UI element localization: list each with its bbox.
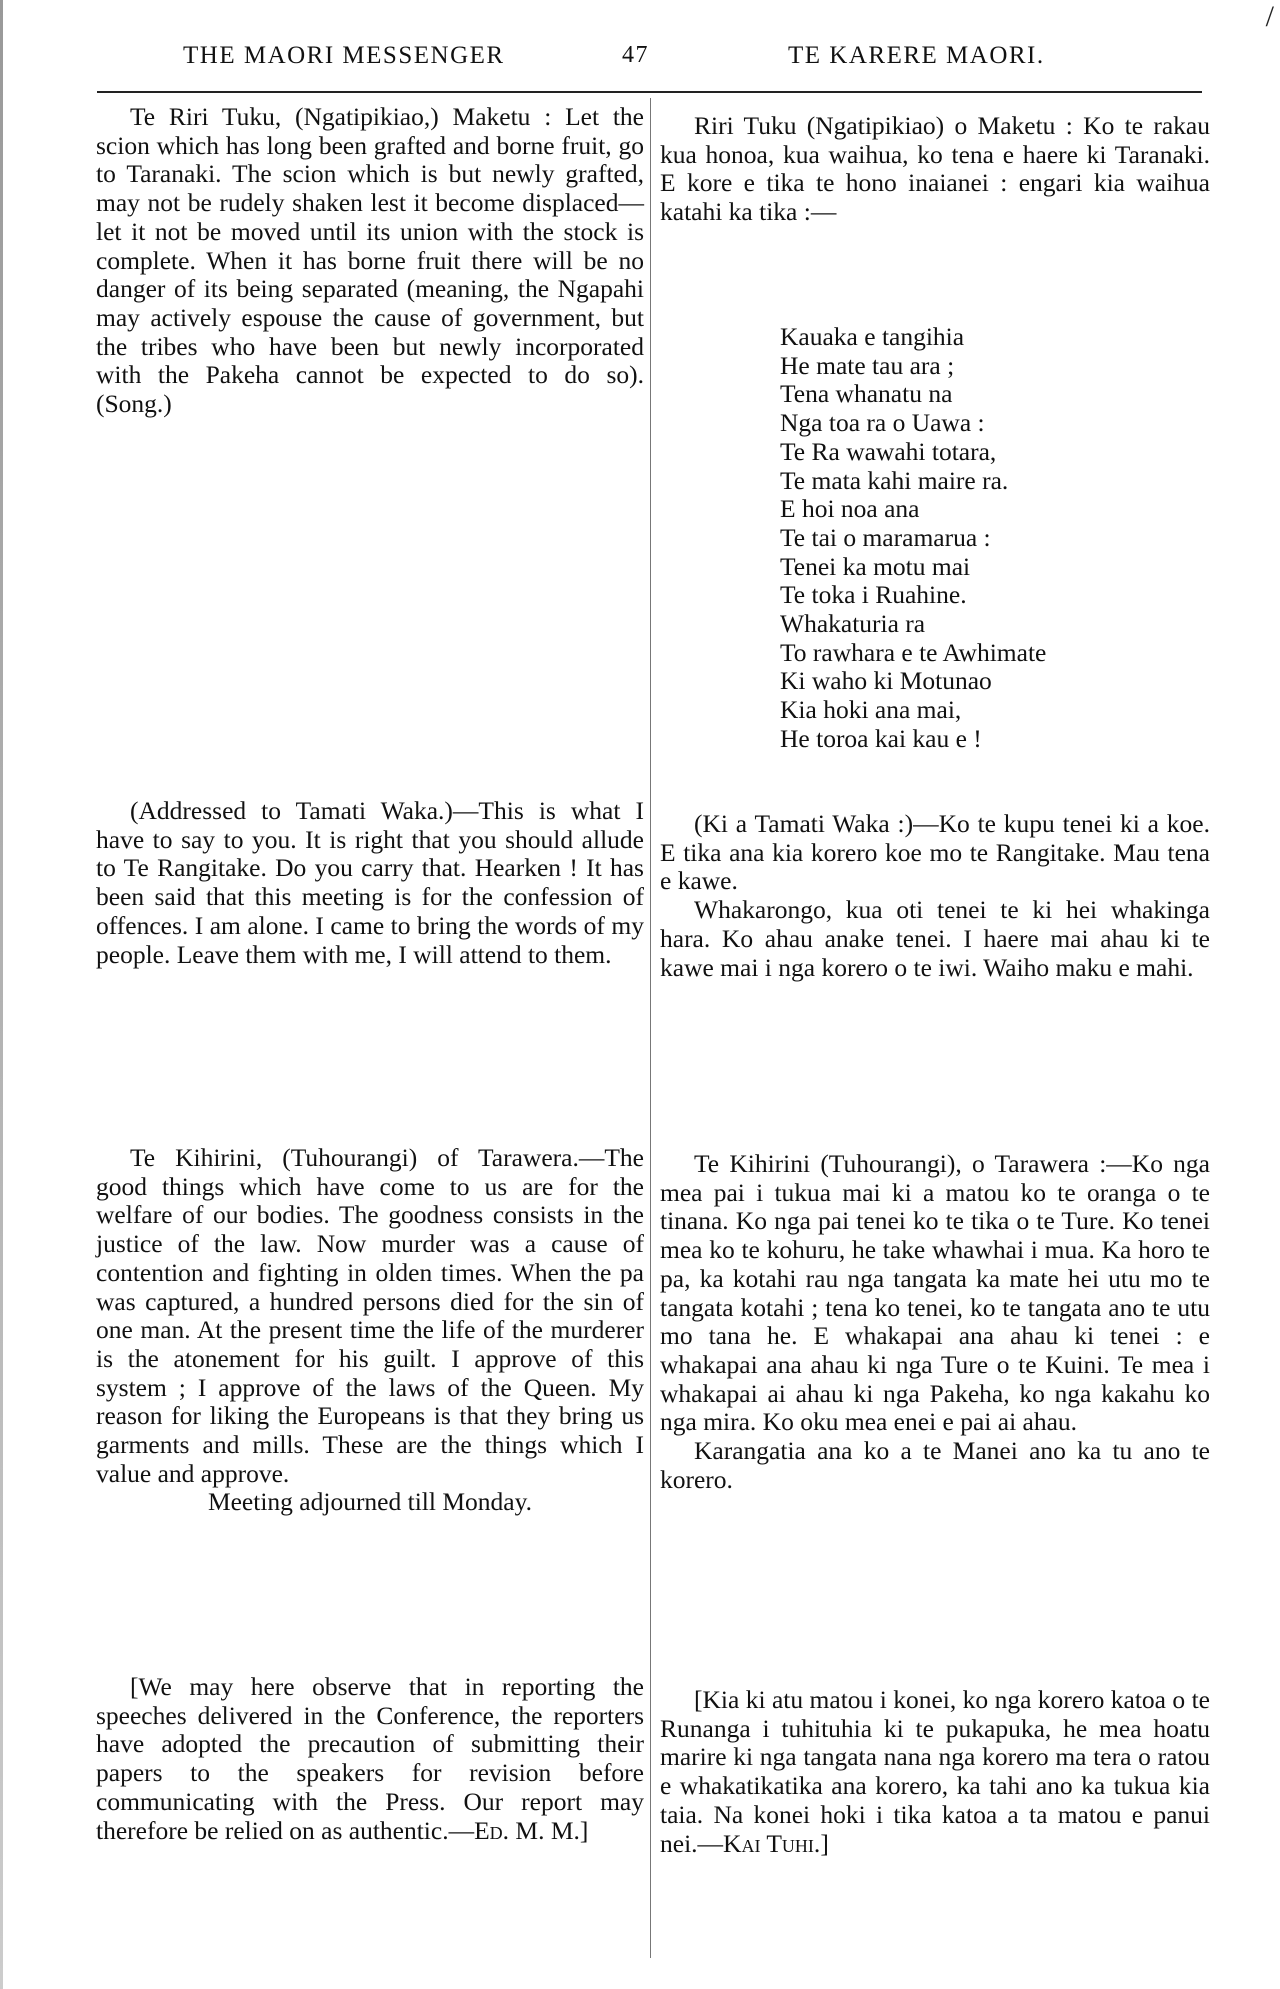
page-header xyxy=(0,42,1280,82)
paragraph: Karangatia ana ko a te Manei ano ka tu ano te korero. xyxy=(660,1436,1210,1494)
paragraph: Te Kihirini, (Tuhourangi) of Tarawera.—The good things which have come to us are for the welfare of our bodies. The goodness consists in the justice of the law. Now murder was a cause of contention and fighting in olden times. When the pa was captured, a hundred persons died for the sin of one man. At the present time the life of the murderer is the atonement for his guilt. I approve of this system ; I approve of the laws of the Queen. My reason for liking the Europeans is that they bring us garments and mills. These are the things which I value and approve. xyxy=(96,1143,644,1488)
paragraph: Riri Tuku (Ngatipikiao) o Maketu : Ko te rakau kua honoa, kua waihua, ko tena e haere ki Taranaki. E kore e tika te hono inaianei : engari kia waihua katahi ka tika :— xyxy=(660,111,1210,227)
english-address-to-tamati-waka xyxy=(96,797,644,969)
song-line: Tena whanatu na xyxy=(780,379,953,409)
song-lyrics xyxy=(780,323,1046,754)
paragraph: Te Riri Tuku, (Ngatipikiao,) Maketu : Let the scion which has long been grafted and borne fruit, go to Taranaki. The scion which is but newly grafted, may not be rudely shaken lest it become displaced—let it not be moved until its union with the stock is complete. When it has borne fruit there will be no danger of its being separated (meaning, the Ngapahi may actively espouse the cause of government, but the tribes who have been but newly incorporated with the Pakeha cannot be expected to do so). (Song.) xyxy=(96,102,644,419)
song-line: Te toka i Ruahine. xyxy=(780,580,967,610)
english-editor-note xyxy=(96,1673,644,1845)
song-line: Te tai o maramarua : xyxy=(780,522,991,552)
song-line: Ki waho ki Motunao xyxy=(780,666,992,696)
meeting-adjourned-line: Meeting adjourned till Monday. xyxy=(207,1487,533,1517)
song-line: Te mata kahi maire ra. xyxy=(780,465,1009,495)
paragraph: Te Kihirini (Tuhourangi), o Tarawera :—Ko nga mea pai i tukua mai ki a matou ko te oranga o te tinana. Ko nga pai tenei ko te tika o te Ture. Ko tenei mea ko te kohuru, he take whawhai i mua. Ka horo te pa, ka kotahi rau nga tangata ka mate hei utu mo te tangata kotahi ; tena ko tenei, ko te tangata ano te utu mo tana he. E whakapai ana ahau ki tenei : e whakapai ana ahau ki nga Ture o te Kuini. Te mea i whakapai ai ahau ki nga Pakeha, ko nga kakahu ko nga mira. Ko oku mea enei e pai ai ahau. xyxy=(660,1149,1210,1437)
paragraph: (Ki a Tamati Waka :)—Ko te kupu tenei ki a koe. E tika ana kia korero koe mo te Rangitake. Mau tena e kawe. xyxy=(660,809,1210,896)
song-line: He toroa kai kau e ! xyxy=(780,723,982,753)
paragraph xyxy=(660,1686,1210,1858)
english-title: THE MAORI MESSENGER xyxy=(183,42,505,69)
song-line: Te Ra wawahi totara, xyxy=(780,436,997,466)
maori-riri-tuku-speech xyxy=(660,112,1210,227)
editor-signature: Ed. M. M. xyxy=(474,1815,580,1845)
english-riri-tuku-speech xyxy=(96,103,644,419)
song-line: To rawhara e te Awhimate xyxy=(780,637,1047,667)
english-kihirini-speech xyxy=(96,1144,644,1517)
note-text: [We may here observe that in reporting the speeches delivered in the Conference, the reporters have adopted the precaution of submitting their papers to the speakers for revision before communicating with the Press. Our report may therefore be relied on as authentic.— xyxy=(96,1672,644,1845)
editor-signature: Kai Tuhi. xyxy=(723,1828,821,1858)
note-text: [Kia ki atu matou i konei, ko nga korero katoa o te Runanga i tuhituhia ki te pukapuka, he mea hoatu marire ki nga tangata nana nga korero ma tera o ratou e whakatikatika ana korero, ka tahi ano ka tukua kia taia. Na konei hoki i tika katoa a ta matou e panui nei.— xyxy=(660,1685,1210,1858)
maori-address-to-tamati-waka xyxy=(660,810,1210,982)
song-line: Nga toa ra o Uawa : xyxy=(780,408,985,438)
header-rule xyxy=(97,91,1202,93)
song-line: Tenei ka motu mai xyxy=(780,551,971,581)
page-number: 47 xyxy=(622,42,649,68)
column-divider xyxy=(650,98,651,1958)
paragraph: (Addressed to Tamati Waka.)—This is what I have to say to you. It is right that you should allude to Te Rangitake. Do you carry that. Hearken ! It has been said that this meeting is for the confession of offences. I am alone. I came to bring the words of my people. Leave them with me, I will attend to them. xyxy=(96,796,644,969)
song-line: Kauaka e tangihia xyxy=(780,322,965,351)
song-line: Kia hoki ana mai, xyxy=(780,695,962,725)
note-close: ] xyxy=(579,1815,589,1845)
page-edge xyxy=(0,0,3,1989)
song-line: E hoi noa ana xyxy=(780,494,920,524)
corner-mark: / xyxy=(1265,0,1274,33)
song-line: Whakaturia ra xyxy=(780,609,926,639)
maori-title: TE KARERE MAORI. xyxy=(788,42,1045,69)
paragraph xyxy=(96,1673,644,1845)
maori-editor-note xyxy=(660,1686,1210,1858)
paragraph: Whakarongo, kua oti tenei te ki hei whakinga hara. Ko ahau anake tenei. I haere mai ahau ki te kawe mai i nga korero o te iwi. Waiho maku e mahi. xyxy=(660,895,1210,982)
song-line: He mate tau ara ; xyxy=(780,350,955,380)
maori-kihirini-speech xyxy=(660,1150,1210,1494)
note-close: ] xyxy=(820,1828,829,1858)
